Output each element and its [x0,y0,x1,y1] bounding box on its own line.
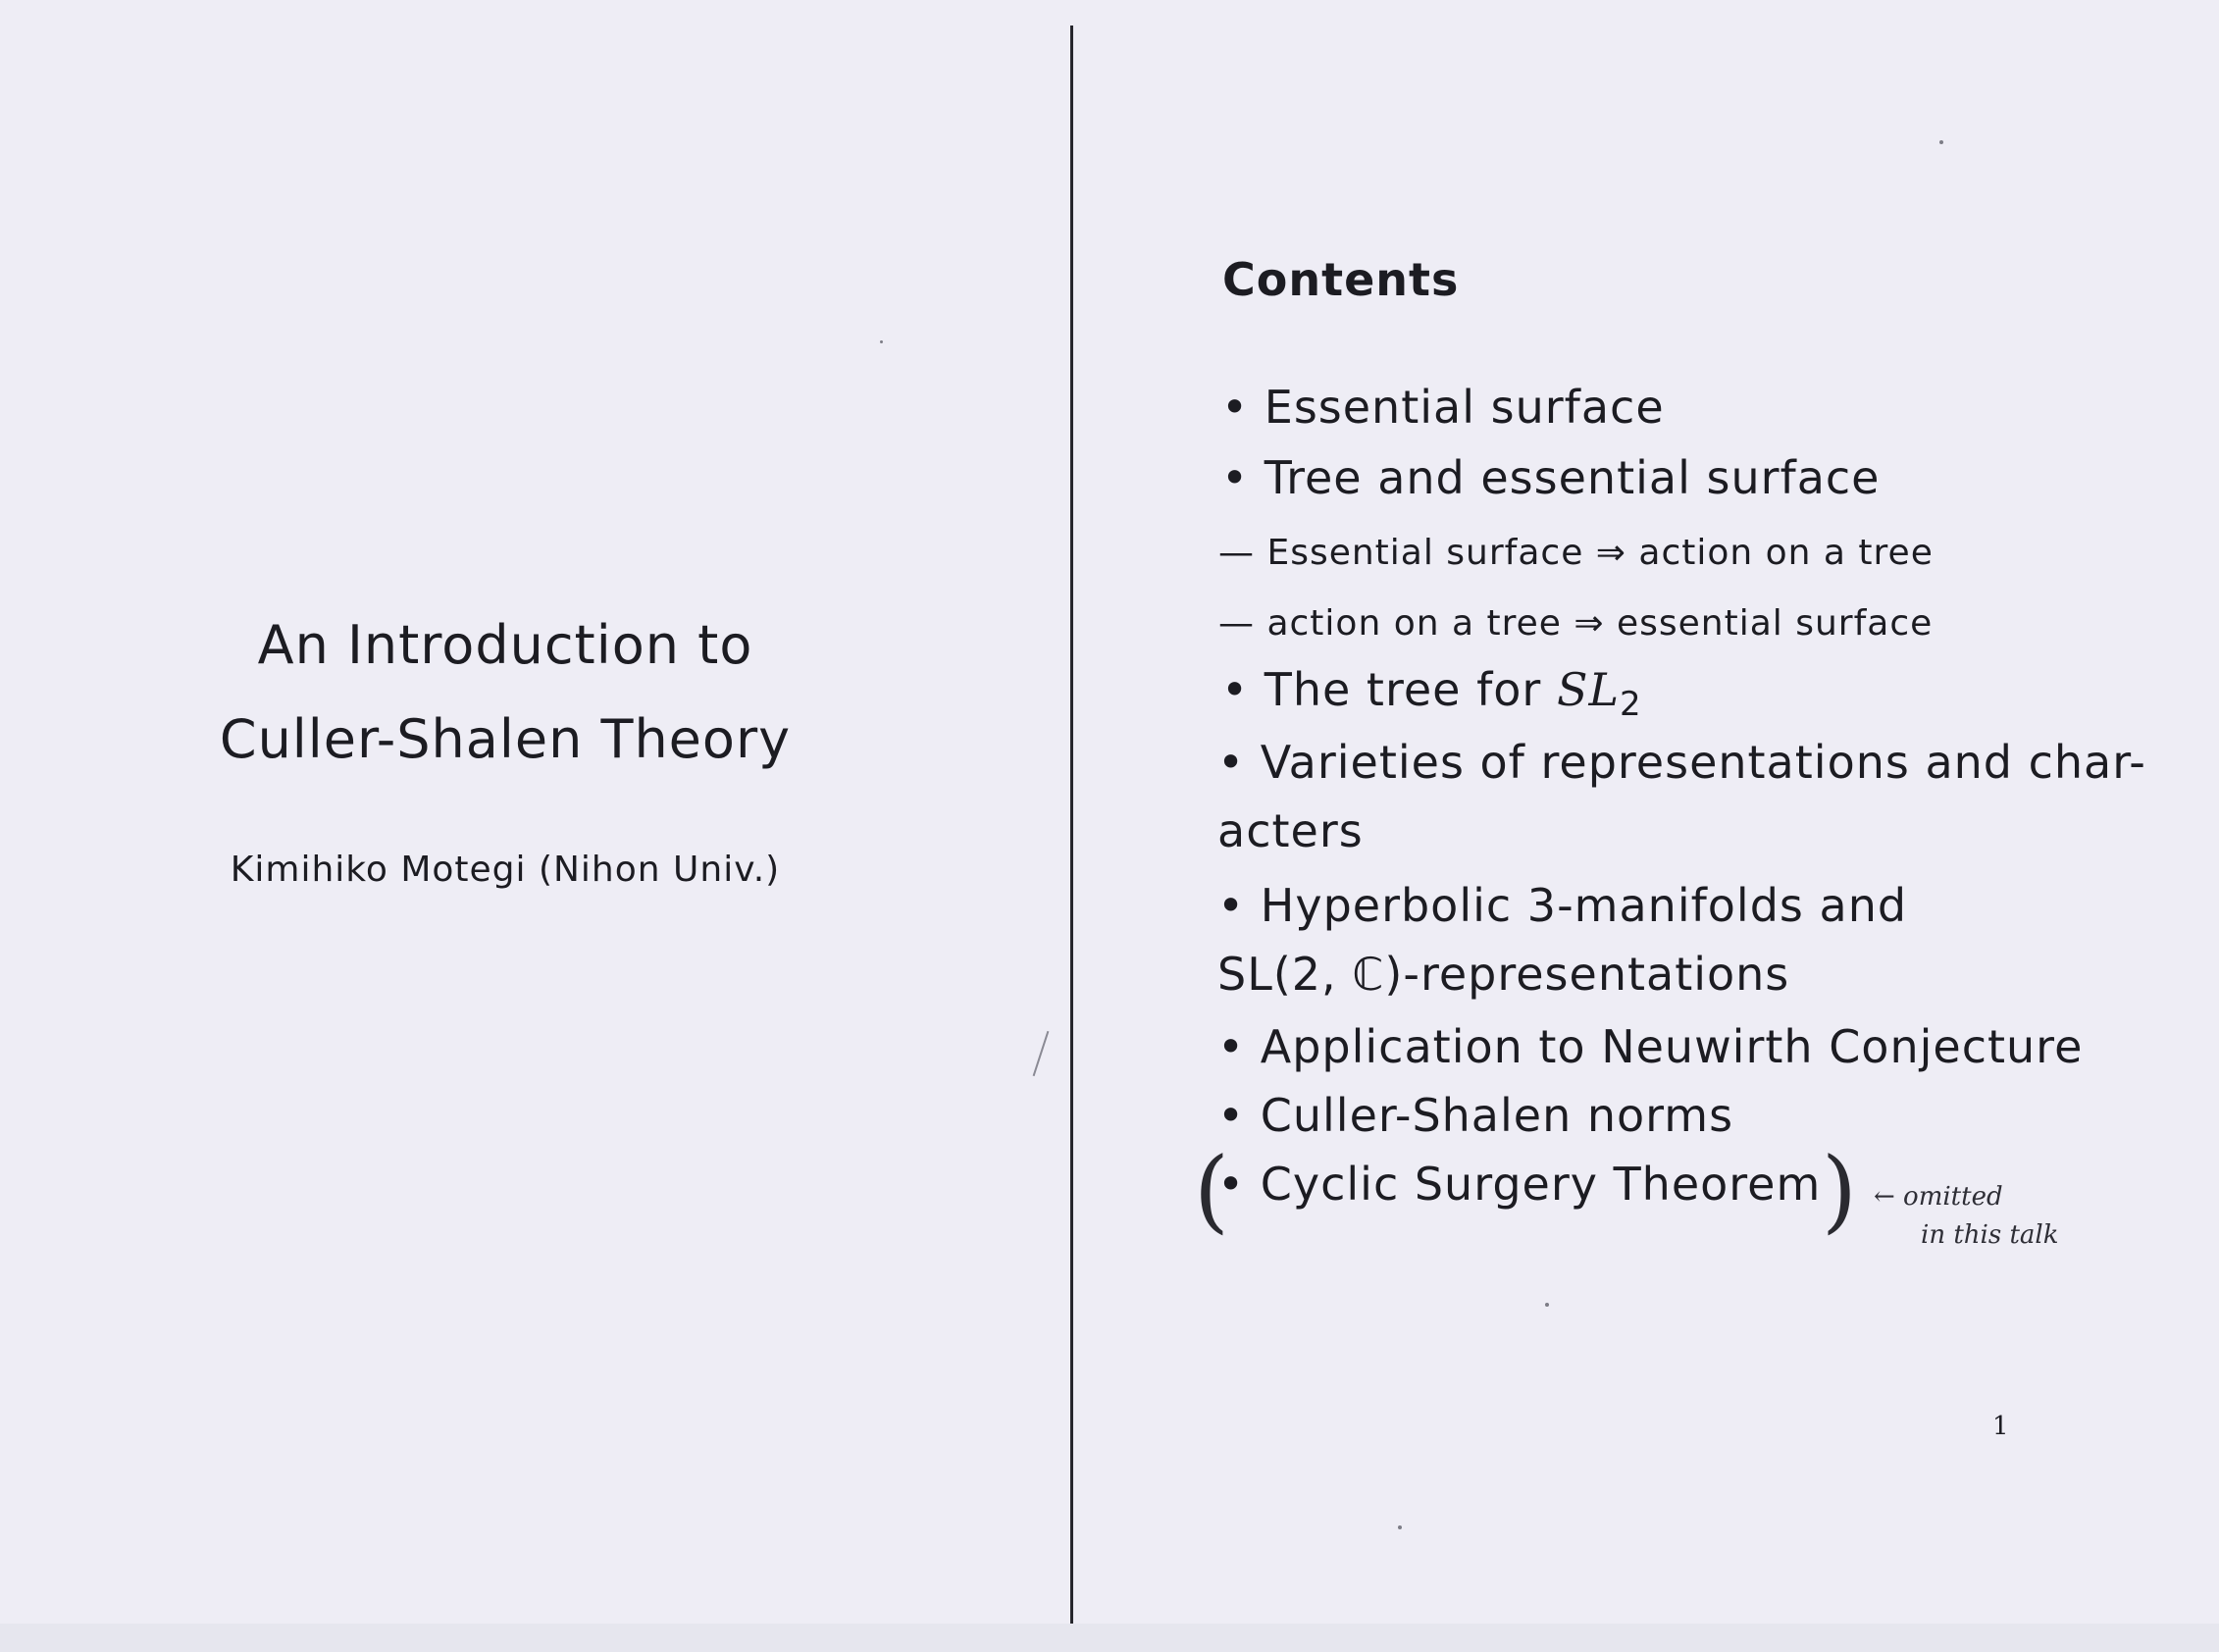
math-sl: SL [1556,663,1621,716]
contents-item: • Tree and essential surface [1221,451,1881,504]
contents-subitem: — Essential surface ⇒ action on a tree [1218,533,1934,573]
title-slide [0,0,1069,1652]
contents-item-continuation: SL(2, ℂ)-representations [1217,948,1790,1001]
contents-item: • Varieties of representations and char- [1217,736,2146,789]
page-number: 1 [1992,1412,2009,1441]
scan-speck [1939,140,1943,144]
scan-speck [1398,1525,1402,1529]
slide-title-line-1: An Introduction to [257,614,753,676]
contents-item-continuation: acters [1217,804,1364,857]
contents-subitem: — action on a tree ⇒ essential surface [1218,603,1934,644]
contents-item: • Culler-Shalen norms [1217,1089,1734,1142]
scan-bottom-edge [0,1624,2219,1652]
scan-speck [880,340,883,343]
handwritten-note-line-2: in this talk [1921,1220,2059,1250]
math-subscript: 2 [1620,685,1642,724]
scan-speck [1545,1303,1549,1307]
page-divider-line [1070,26,1073,1625]
handwritten-open-paren: ( [1194,1138,1229,1243]
contents-item: • Application to Neuwirth Conjecture [1217,1020,2084,1073]
contents-item: • Essential surface [1221,381,1665,434]
contents-item: • Cyclic Surgery Theorem [1217,1158,1822,1211]
contents-slide [1074,0,2219,1652]
slide-title-line-2: Culler-Shalen Theory [219,708,792,770]
author-affiliation: Kimihiko Motegi (Nihon Univ.) [230,850,781,890]
contents-heading: Contents [1222,253,1460,306]
handwritten-note-line-1: ← omitted [1874,1182,2003,1212]
contents-item-text: • The tree for [1221,663,1557,716]
contents-item-sl2 [1221,663,1642,724]
contents-item: • Hyperbolic 3-manifolds and [1217,879,1908,932]
handwritten-close-paren: ) [1822,1138,1857,1243]
